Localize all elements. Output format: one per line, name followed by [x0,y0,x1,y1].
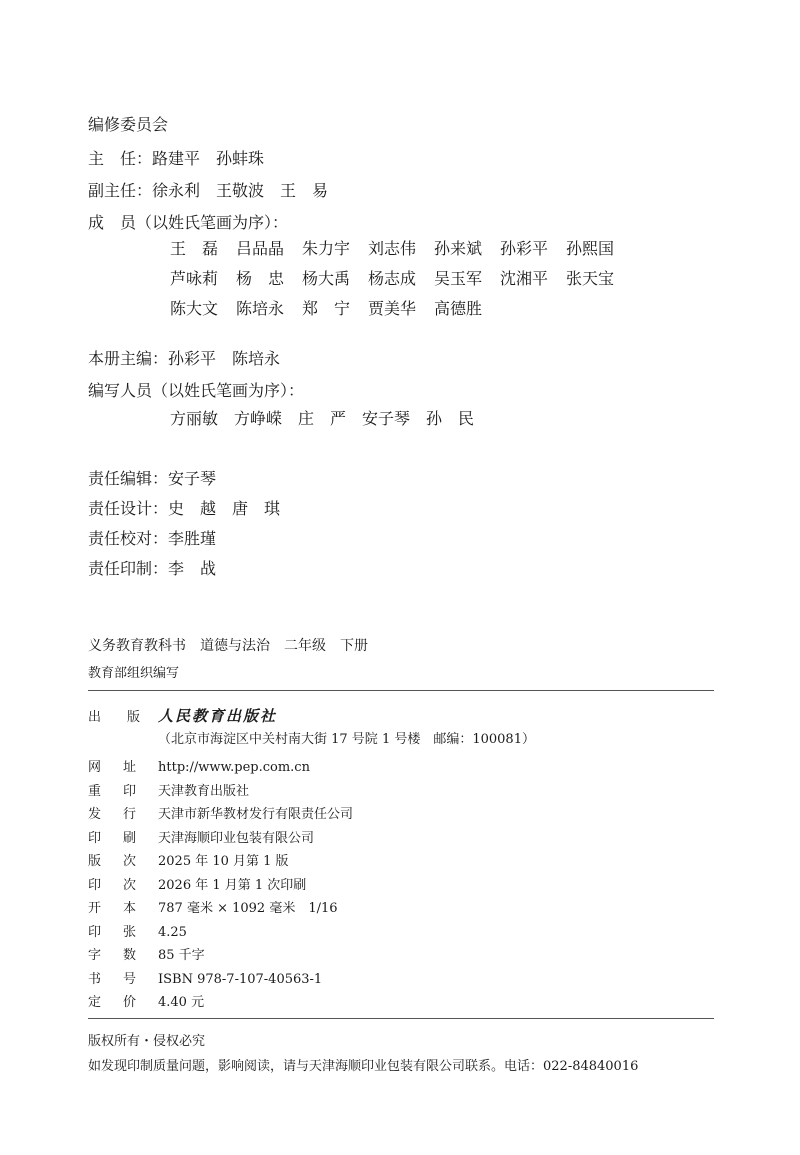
deputy-label: 副主任： [88,181,153,200]
member-name: 杨 忠 [236,269,285,288]
chief-editor-line [88,346,280,369]
members-list [170,234,632,324]
publication-key: 字 数 [88,948,136,963]
member-name: 芦咏莉 [170,269,219,288]
publication-key: 发 行 [88,807,136,822]
member-name: 张天宝 [566,269,615,288]
publication-row [88,921,187,940]
publication-value: 787 毫米 × 1092 毫米 1/16 [158,901,338,916]
member-name: 刘志伟 [368,239,417,258]
members-label: 成 员（以姓氏笔画为序）： [88,213,289,232]
publication-key: 印 张 [88,924,136,940]
responsible-row [88,464,280,494]
member-name: 杨大禹 [302,269,351,288]
publication-value: 4.25 [158,924,187,940]
responsible-list [88,464,280,584]
publication-key: 网 址 [88,760,136,775]
responsible-row [88,554,280,584]
publication-row [88,756,310,775]
publication-row [88,991,204,1010]
responsible-value: 史 越 唐 琪 [168,499,281,518]
responsible-label: 责任设计： [88,499,169,518]
publication-key: 印 刷 [88,830,136,846]
publisher-label: 出 版 [88,710,141,725]
committee-heading: 编修委员会 [88,115,169,134]
chief-editor-names: 孙彩平 陈培永 [168,349,281,368]
publication-value: 85 千字 [158,948,205,963]
member-name: 吴玉军 [434,269,483,288]
publication-value: 4.40 元 [158,995,205,1010]
member-name: 孙彩平 [500,239,549,258]
publication-value: 天津市新华教材发行有限责任公司 [158,807,354,822]
member-name: 贾美华 [368,299,417,318]
member-name: 高德胜 [434,299,483,318]
member-name: 沈湘平 [500,269,549,288]
responsible-row [88,494,280,524]
member-name: 陈大文 [170,299,219,318]
publication-value: http://www.pep.com.cn [158,760,310,775]
publication-row [88,944,205,963]
publication-row [88,874,306,893]
responsible-row [88,524,280,554]
publication-key: 开 本 [88,901,136,916]
quality-notice: 如发现印制质量问题，影响阅读，请与天津海顺印业包装有限公司联系。电话：022-84840016 [88,1059,639,1074]
members-row [170,234,632,264]
member-name: 吕品晶 [236,239,285,258]
publisher-logo: 人民教育出版社 [158,707,278,725]
publication-value: ISBN 978-7-107-40563-1 [158,971,323,987]
publication-value: 2025 年 10 月第 1 版 [158,854,289,869]
responsible-value: 李 战 [168,559,217,578]
publication-key: 版 次 [88,854,136,869]
chief-editor-label: 本册主编： [88,349,169,368]
copyright: 版权所有・侵权必究 [88,1034,206,1049]
publisher-row [88,705,277,726]
publication-key: 重 印 [88,783,136,799]
deputy-names: 徐永利 王敬波 王 易 [152,181,329,200]
divider-bottom [88,1018,714,1019]
member-name: 孙熙国 [566,239,615,258]
responsible-label: 责任校对： [88,529,169,548]
publication-row [88,850,289,869]
responsible-label: 责任印制： [88,559,169,578]
member-name: 王 磊 [170,239,219,258]
publication-row [88,827,314,846]
member-name: 朱力宇 [302,239,351,258]
publication-key: 印 次 [88,877,136,893]
member-name: 陈培永 [236,299,285,318]
publication-value: 天津教育出版社 [158,783,250,799]
divider-top [88,690,714,691]
member-name: 孙来斌 [434,239,483,258]
publication-value: 天津海顺印业包装有限公司 [158,830,315,846]
publication-row [88,897,338,916]
publisher-address: （北京市海淀区中关村南大街 17 号院 1 号楼 邮编：100081） [158,732,535,747]
director-names: 路建平 孙蚌珠 [152,149,265,168]
publication-key: 定 价 [88,995,136,1010]
publication-value: 2026 年 1 月第 1 次印刷 [158,877,307,893]
responsible-value: 李胜瑾 [168,529,217,548]
member-name: 杨志成 [368,269,417,288]
director-line [88,146,264,169]
publication-row [88,780,249,799]
member-name: 郑 宁 [302,299,351,318]
responsible-label: 责任编辑： [88,469,169,488]
director-label: 主 任： [88,149,153,168]
book-title: 义务教育教科书 道德与法治 二年级 下册 [88,638,368,654]
responsible-value: 安子琴 [168,469,217,488]
members-row [170,264,632,294]
writers-label: 编写人员（以姓氏笔画为序）： [88,381,305,400]
publication-row [88,803,353,822]
members-row [170,294,632,324]
book-compiler: 教育部组织编写 [88,666,180,681]
writers-names: 方丽敏 方峥嵘 庄 严 安子琴 孙 民 [170,409,475,428]
deputy-line [88,178,328,201]
publication-key: 书 号 [88,971,136,987]
publication-row [88,968,322,987]
